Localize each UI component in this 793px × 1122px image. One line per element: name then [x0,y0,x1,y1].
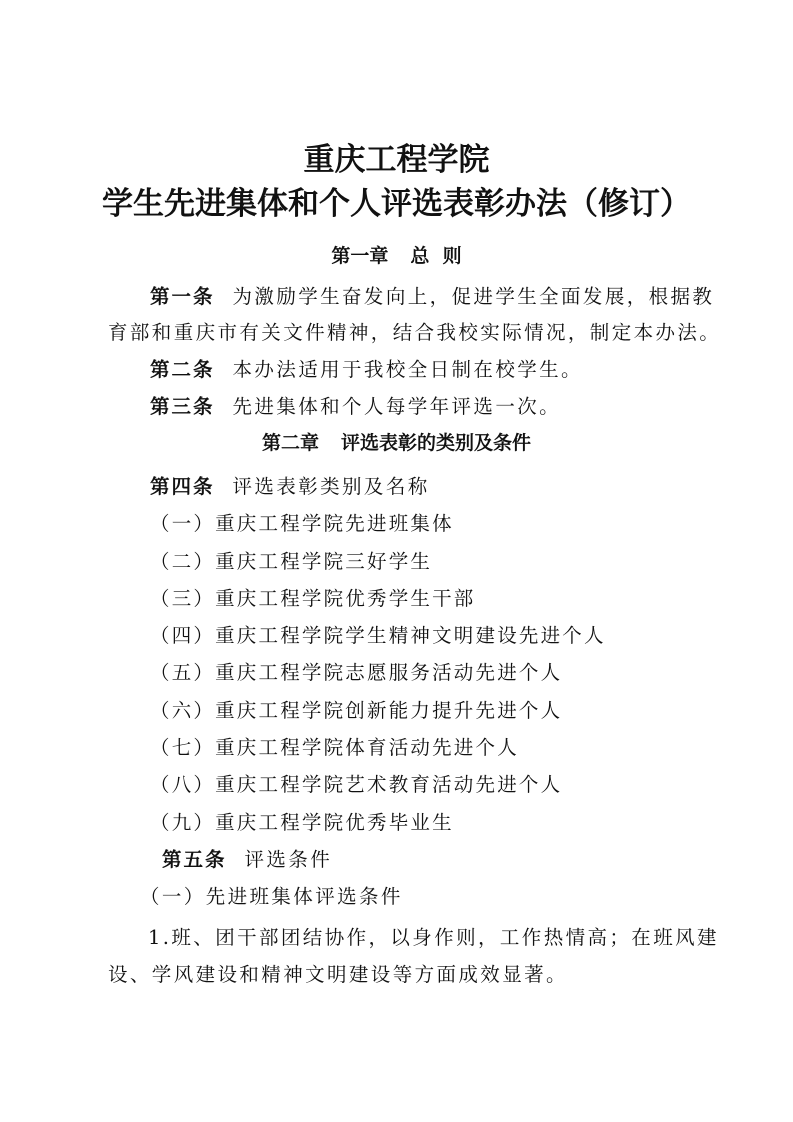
category-item: （五）重庆工程学院志愿服务活动先进个人 [150,661,563,684]
article5-clause1-line1: 1.班、团干部团结协作，以身作则，工作热情高；在班风建 [148,926,719,949]
article3 [150,392,561,422]
article2-label: 第二条 [150,358,215,381]
category-item: （七）重庆工程学院体育活动先进个人 [150,736,519,759]
article1-line2: 育部和重庆市有关文件精神，结合我校实际情况，制定本办法。 [108,321,722,344]
chapter1-name: 总 则 [410,245,462,267]
category-item: （二）重庆工程学院三好学生 [150,550,433,573]
category-item: （六）重庆工程学院创新能力提升先进个人 [150,699,563,722]
article1-label: 第一条 [150,285,215,308]
article5-sub1-heading: （一）先进班集体评选条件 [140,885,403,908]
category-item: （九）重庆工程学院优秀毕业生 [150,811,454,834]
article3-text: 先进集体和个人每学年评选一次。 [232,395,562,418]
article4-text: 评选表彰类别及名称 [232,475,430,498]
category-item: （一）重庆工程学院先进班集体 [150,512,454,535]
article5-label: 第五条 [162,848,227,871]
chapter1-heading [0,241,793,271]
article2-text: 本办法适用于我校全日制在校学生。 [232,358,583,381]
category-item: （四）重庆工程学院学生精神文明建设先进个人 [150,624,606,647]
chapter2-name: 评选表彰的类别及条件 [341,432,532,454]
article1-text-line1: 为激励学生奋发向上，促进学生全面发展，根据教 [232,285,715,308]
article5 [162,845,332,875]
chapter2-label: 第二章 [261,432,319,454]
article2 [150,355,583,385]
category-item: （三）重庆工程学院优秀学生干部 [150,587,476,610]
article4-label: 第四条 [150,475,215,498]
chapter1-label: 第一章 [331,245,389,267]
article3-label: 第三条 [150,395,215,418]
chapter2-heading [0,428,793,458]
article5-clause1-line2: 设、学风建设和精神文明建设等方面成效显著。 [108,963,568,986]
document-title-line1: 重庆工程学院 [303,142,490,178]
article4 [150,472,430,502]
article5-text: 评选条件 [244,848,333,871]
category-item: （八）重庆工程学院艺术教育活动先进个人 [150,773,563,796]
document-title-line2: 学生先进集体和个人评选表彰办法（修订） [102,186,691,222]
article1-line1 [150,282,714,312]
